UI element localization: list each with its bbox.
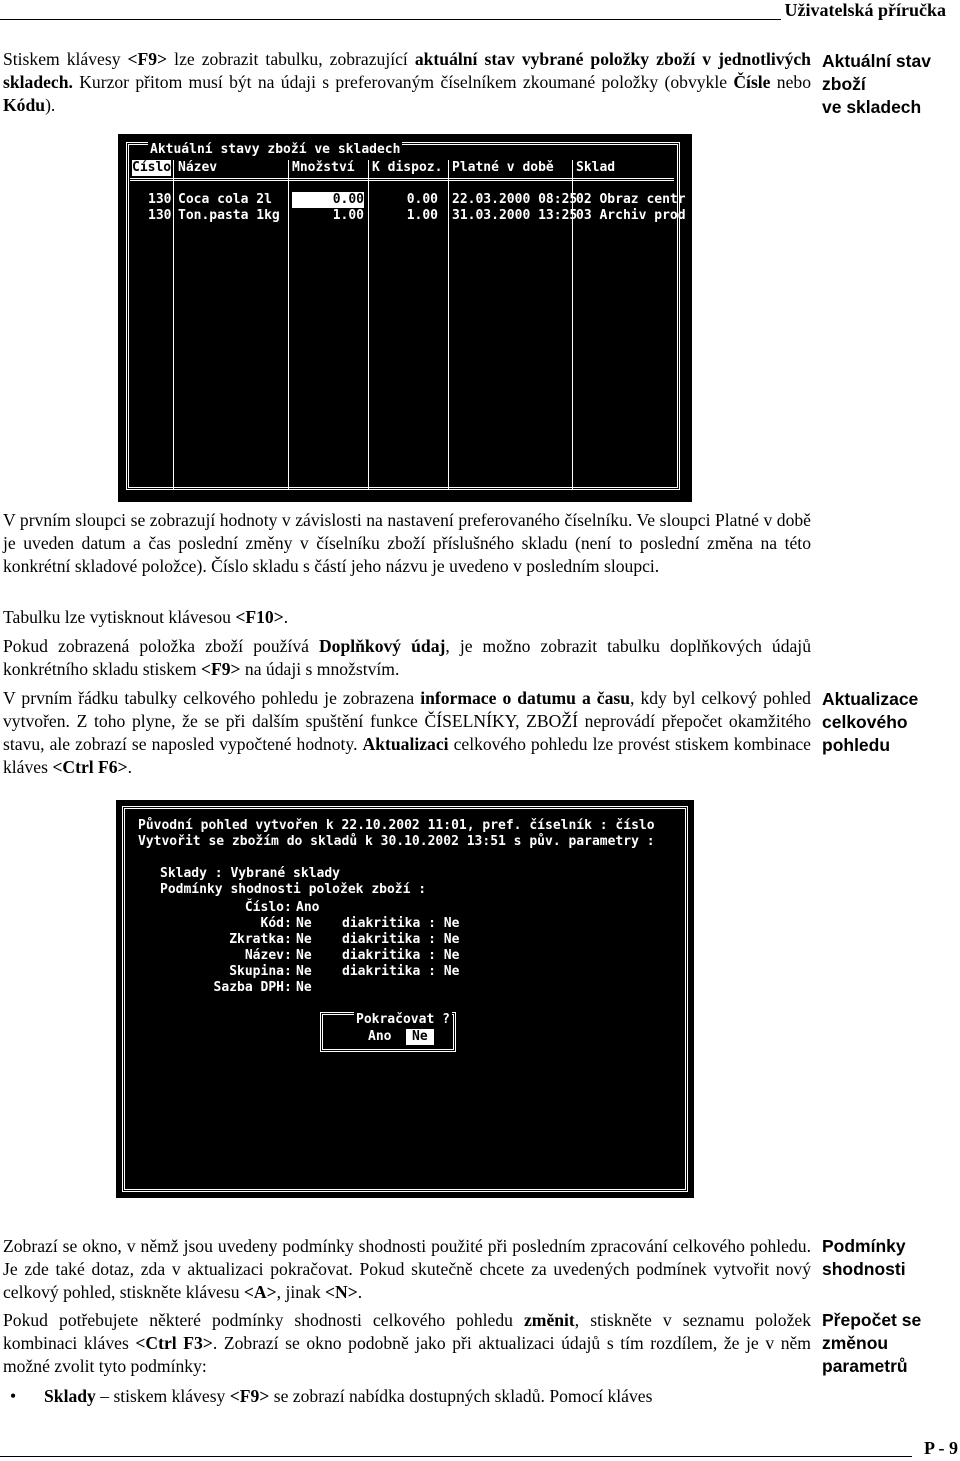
paragraph-change: Pokud potřebujete některé podmínky shodnosti celkového pohledu změnit, stiskněte v seznamu položek kombinaci kláves <Ctrl F3>. Zobrazí se okno podobně jako při aktualizaci údajů s tím rozdílem, že je v něm možné zvolit tyto podmínky:: [3, 1310, 811, 1376]
bullet-list: [0, 1385, 812, 1408]
paragraph-columns: V prvním sloupci se zobrazují hodnoty v závislosti na nastavení preferovaného číselníku. Ve sloupci Platné v době je uveden datum a čas poslední změny v číselníku zboží příslušného skladu (není to poslední změna na této konkrétní skladové položce). Číslo skladu s částí jeho názvu je uvedeno v posledním sloupci.: [3, 510, 811, 576]
page-header: [0, 0, 960, 22]
header-title: Uživatelská příručka: [781, 0, 947, 21]
create-view-line: Vytvořit se zbožím do skladů k 30.10.2002 13:51 s pův. parametry :: [138, 834, 655, 849]
screen-frame: [122, 806, 688, 1192]
dos-screen-stock-status: Aktuální stavy zboží ve skladech Číslo Název Množství K dispoz. Platné v době Sklad 130 Coca cola 2l 0.00 0.00 22.03.2000 08:25 02 Obraz centr 130 Ton.pasta 1kg 1.00 1.00 31.03.2000 13:25 03 Archiv prod: [118, 134, 692, 502]
paragraph-doplnkovy: Pokud zobrazená položka zboží používá Doplňkový údaj, je možno zobrazit tabulku doplňkových údajů konkrétního skladu stiskem <F9> na údaji s množstvím.: [3, 636, 811, 679]
paragraph-print: Tabulku lze vytisknout klávesou <F10>.: [3, 607, 289, 627]
column-header-mnozstvi: Množství: [292, 160, 355, 175]
no-button[interactable]: Ne: [406, 1029, 434, 1045]
sklady-line: Sklady : Vybrané sklady: [160, 866, 341, 881]
side-heading-aktualni-stav: Aktuální stav zboží ve skladech: [822, 51, 931, 117]
column-header-k-dispoz: K dispoz.: [372, 160, 443, 175]
selected-cell[interactable]: 0.00: [292, 192, 364, 208]
footer-rule: [0, 1456, 912, 1457]
original-view-line: Původní pohled vytvořen k 22.10.2002 11:01, pref. číselník : číslo: [138, 818, 655, 833]
list-item: • Sklady – stiskem klávesy <F9> se zobrazí nabídka dostupných skladů. Pomocí kláves: [10, 1386, 653, 1406]
side-heading-prepocet: Přepočet se změnou parametrů: [822, 1310, 922, 1376]
column-divider: [173, 160, 174, 490]
screen-title: Aktuální stavy zboží ve skladech: [150, 142, 401, 157]
page-number: P - 9: [920, 1438, 958, 1459]
column-header-cislo[interactable]: Číslo: [132, 160, 172, 175]
column-divider: [448, 160, 449, 490]
podminky-heading: Podmínky shodnosti položek zboží :: [160, 882, 427, 897]
column-divider: [288, 160, 289, 490]
dialog-title: Pokračovat ?: [356, 1012, 450, 1027]
yes-button[interactable]: Ano: [368, 1029, 392, 1044]
side-heading-aktualizace: Aktualizace celkového pohledu: [822, 689, 919, 755]
side-heading-podminky: Podmínky shodnosti: [822, 1236, 906, 1279]
paragraph-dialog: Zobrazí se okno, v němž jsou uvedeny podmínky shodnosti použité při posledním zpracování celkového pohledu. Je zde také dotaz, zda v aktualizaci pokračovat. Pokud skutečně chcete za uvedených podmínek vytvořit nový celkový pohled, stiskněte klávesu <A>, jinak <N>.: [3, 1236, 811, 1302]
column-header-sklad: Sklad: [576, 160, 616, 175]
paragraph-aktualizace: V prvním řádku tabulky celkového pohledu je zobrazena informace o datumu a času, kdy byl celkový pohled vytvořen. Z toho plyne, že se při dalším spuštění funkce ČÍSELNÍKY, ZBOŽÍ neprovádí přepočet okamžitého stavu, ale zobrazí se naposled vypočtené hodnoty. Aktualizaci celkového pohledu lze provést stiskem kombinace kláves <Ctrl F6>.: [3, 688, 811, 777]
column-header-nazev: Název: [178, 160, 218, 175]
paragraph-intro: Stiskem klávesy <F9> lze zobrazit tabulku, zobrazující aktuální stav vybrané položky zboží v jednotlivých skladech. Kurzor přitom musí být na údaji s preferovaným číselníkem zkoumané položky (obvykle Čísle nebo Kódu).: [3, 49, 811, 115]
column-header-platne: Platné v době: [452, 160, 554, 175]
dos-screen-update-dialog: Původní pohled vytvořen k 22.10.2002 11:01, pref. číselník : číslo Vytvořit se zbožím do skladů k 30.10.2002 13:51 s pův. parametry : Sklady : Vybrané sklady Podmínky shodnosti položek zboží : Číslo : Ano Kód : Ne diakritika : Ne Zkratka : Ne diakritika : Ne Název : Ne diakritika : Ne Skupina : Ne diakritika : Ne Sazba DPH : Ne Pokračovat ? Ano Ne: [116, 800, 694, 1198]
column-divider: [368, 160, 369, 490]
bullet-dot: •: [10, 1386, 17, 1406]
header-separator: [130, 178, 674, 181]
